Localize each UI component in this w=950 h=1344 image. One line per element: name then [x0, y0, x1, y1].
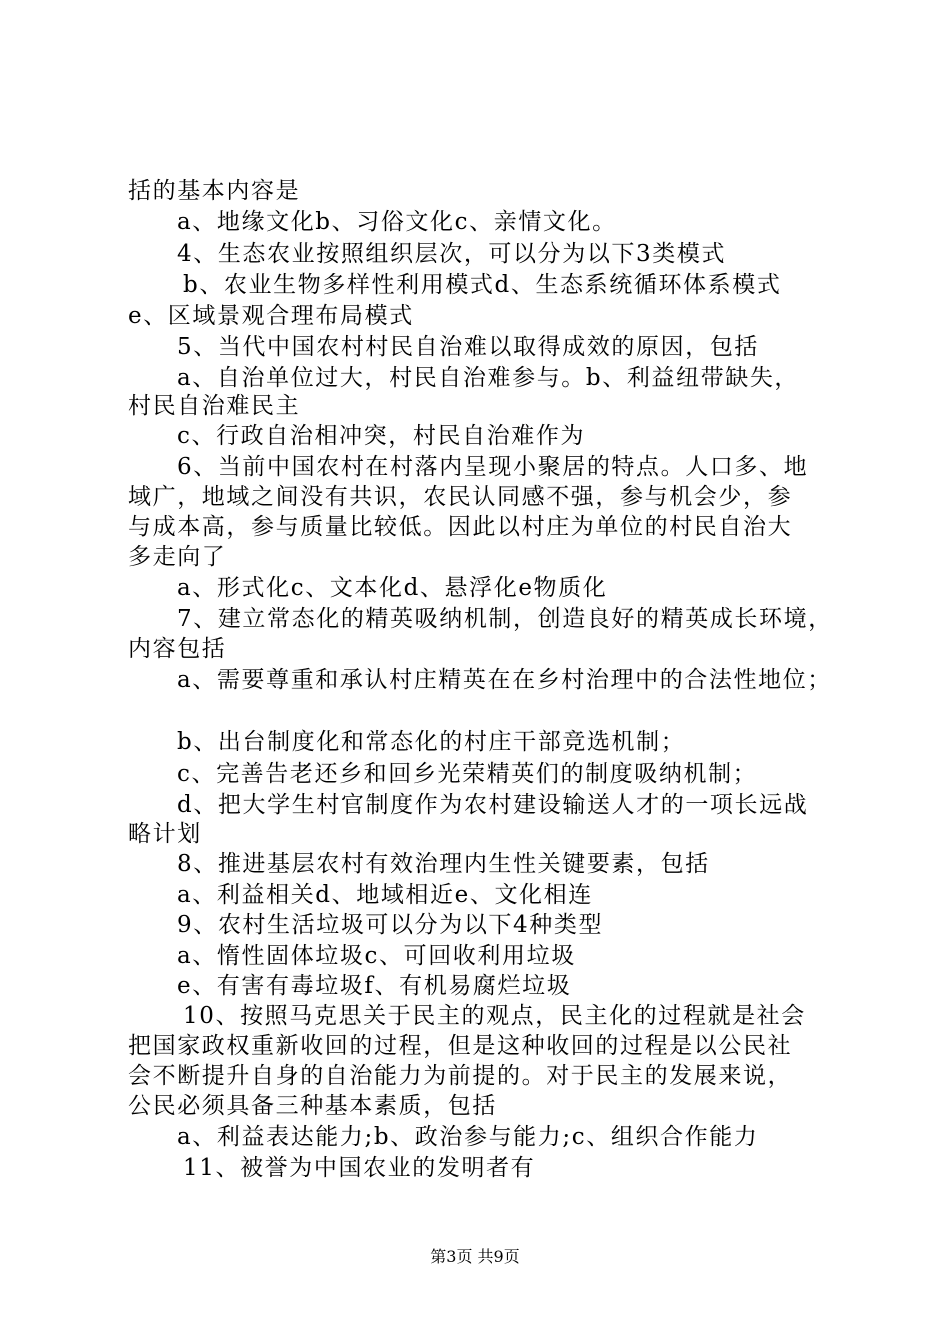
text-line-18: b、出台制度化和常态化的村庄干部竞选机制； [177, 729, 686, 755]
text-line-13: 多走向了 [128, 544, 227, 570]
text-line-11: 域广，地域之间没有共识，农民认同感不强，参与机会少，参 [128, 484, 793, 510]
text-line-20: d、把大学生村官制度作为农村建设输送人才的一项长远战 [177, 792, 809, 818]
text-line-12: 与成本高，参与质量比较低。因此以村庄为单位的村民自治大 [128, 514, 793, 540]
text-line-8: 村民自治难民主 [128, 393, 301, 419]
text-line-14: a、形式化c、文本化d、悬浮化e物质化 [177, 575, 608, 601]
text-line-30: 公民必须具备三种基本素质，包括 [128, 1093, 497, 1119]
text-line-29: 会不断提升自身的自治能力为前提的。对于民主的发展来说， [128, 1063, 793, 1089]
page-footer: 第3页 共9页 [430, 1247, 520, 1266]
text-line-32: 11、被誉为中国农业的发明者有 [183, 1155, 536, 1181]
text-line-28: 把国家政权重新收回的过程，但是这种收回的过程是以公民社 [128, 1033, 793, 1059]
text-line-10: 6、当前中国农村在村落内呈现小聚居的特点。人口多、地 [177, 454, 809, 480]
text-line-1: 括的基本内容是 [128, 178, 301, 204]
text-line-17: a、需要尊重和承认村庄精英在在乡村治理中的合法性地位； [177, 667, 832, 693]
text-line-23: a、利益相关d、地域相近e、文化相连 [177, 882, 593, 908]
text-line-3: 4、生态农业按照组织层次，可以分为以下3类模式 [177, 241, 727, 267]
text-line-9: c、行政自治相冲突，村民自治难作为 [177, 423, 586, 449]
text-line-24: 9、农村生活垃圾可以分为以下4种类型 [177, 912, 604, 938]
text-line-22: 8、推进基层农村有效治理内生性关键要素，包括 [177, 851, 710, 877]
text-line-27: 10、按照马克思关于民主的观点，民主化的过程就是社会 [183, 1003, 806, 1029]
text-line-4: b、农业生物多样性利用模式d、生态系统循环体系模式 [183, 272, 782, 298]
text-line-26: e、有害有毒垃圾f、有机易腐烂垃圾 [177, 973, 572, 999]
text-line-5: e、区域景观合理布局模式 [128, 303, 414, 329]
text-line-21: 略计划 [128, 821, 202, 847]
text-line-16: 内容包括 [128, 636, 227, 662]
text-line-2: a、地缘文化b、习俗文化c、亲情文化。 [177, 209, 617, 235]
text-line-15: 7、建立常态化的精英吸纳机制，创造良好的精英成长环境， [177, 606, 833, 632]
text-line-25: a、惰性固体垃圾c、可回收利用垃圾 [177, 943, 576, 969]
text-line-31: a、利益表达能力;b、政治参与能力;c、组织合作能力 [177, 1124, 759, 1150]
text-line-6: 5、当代中国农村村民自治难以取得成效的原因，包括 [177, 334, 760, 360]
text-line-19: c、完善告老还乡和回乡光荣精英们的制度吸纳机制； [177, 761, 758, 787]
text-line-7: a、自治单位过大，村民自治难参与。b、利益纽带缺失， [177, 365, 800, 391]
